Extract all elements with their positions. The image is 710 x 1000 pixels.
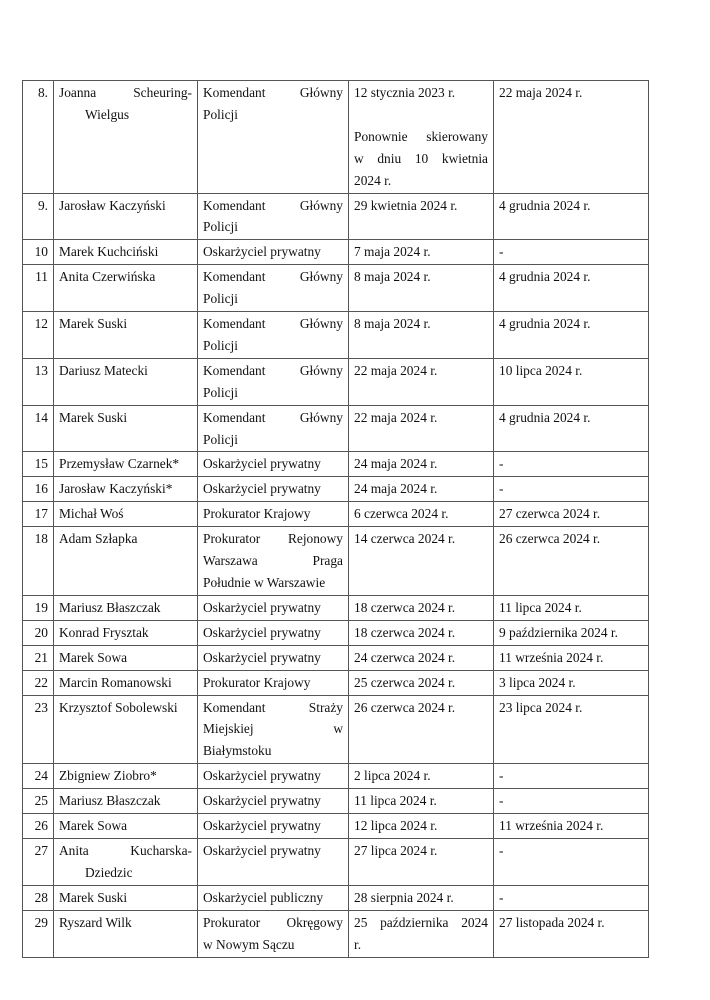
role: Komendant Główny Policji [198, 405, 349, 452]
row-number: 21 [23, 645, 54, 670]
end-date: 3 lipca 2024 r. [494, 670, 649, 695]
start-date: 22 maja 2024 r. [349, 358, 494, 405]
end-date: 4 grudnia 2024 r. [494, 265, 649, 312]
end-date: 10 lipca 2024 r. [494, 358, 649, 405]
end-date: 11 września 2024 r. [494, 814, 649, 839]
row-number: 19 [23, 595, 54, 620]
person-name: Marcin Romanowski [54, 670, 198, 695]
start-date: 12 stycznia 2023 r. Ponownie skierowany w dniu 10 kwietnia 2024 r. [349, 81, 494, 194]
row-number: 28 [23, 885, 54, 910]
row-number: 10 [23, 240, 54, 265]
end-date: 22 maja 2024 r. [494, 81, 649, 194]
start-date: 25 czerwca 2024 r. [349, 670, 494, 695]
end-date: 11 lipca 2024 r. [494, 595, 649, 620]
cases-table [22, 80, 649, 958]
person-name: Marek Suski [54, 405, 198, 452]
row-number: 25 [23, 789, 54, 814]
role: Oskarżyciel prywatny [198, 789, 349, 814]
row-number: 20 [23, 620, 54, 645]
person-name: Anita Kucharska- Dziedzic [54, 838, 198, 885]
person-name: Marek Kuchciński [54, 240, 198, 265]
person-name: Michał Woś [54, 502, 198, 527]
person-name: Jarosław Kaczyński [54, 193, 198, 240]
table-row [23, 265, 649, 312]
table-row [23, 645, 649, 670]
person-name: Adam Szłapka [54, 527, 198, 596]
person-name: Marek Suski [54, 312, 198, 359]
row-number: 12 [23, 312, 54, 359]
person-name: Joanna Scheuring- Wielgus [54, 81, 198, 194]
start-date: 24 maja 2024 r. [349, 452, 494, 477]
end-date: 27 listopada 2024 r. [494, 910, 649, 957]
start-date: 22 maja 2024 r. [349, 405, 494, 452]
person-name: Mariusz Błaszczak [54, 789, 198, 814]
start-date: 11 lipca 2024 r. [349, 789, 494, 814]
row-number: 8. [23, 81, 54, 194]
role: Prokurator Rejonowy Warszawa Praga Południe w Warszawie [198, 527, 349, 596]
role: Komendant Główny Policji [198, 81, 349, 194]
table-row [23, 910, 649, 957]
start-date: 28 sierpnia 2024 r. [349, 885, 494, 910]
end-date: - [494, 240, 649, 265]
row-number: 14 [23, 405, 54, 452]
start-date: 26 czerwca 2024 r. [349, 695, 494, 764]
role: Komendant Główny Policji [198, 358, 349, 405]
start-date: 18 czerwca 2024 r. [349, 595, 494, 620]
end-date: 23 lipca 2024 r. [494, 695, 649, 764]
end-date: 4 grudnia 2024 r. [494, 405, 649, 452]
start-date: 14 czerwca 2024 r. [349, 527, 494, 596]
role: Komendant Główny Policji [198, 193, 349, 240]
table-row [23, 695, 649, 764]
table-row [23, 814, 649, 839]
row-number: 16 [23, 477, 54, 502]
table-row [23, 312, 649, 359]
role: Oskarżyciel prywatny [198, 838, 349, 885]
row-number: 27 [23, 838, 54, 885]
role: Komendant Straży Miejskiej w Białymstoku [198, 695, 349, 764]
table-row [23, 527, 649, 596]
row-number: 22 [23, 670, 54, 695]
role: Oskarżyciel prywatny [198, 477, 349, 502]
role: Oskarżyciel prywatny [198, 595, 349, 620]
role: Oskarżyciel prywatny [198, 240, 349, 265]
row-number: 18 [23, 527, 54, 596]
role: Prokurator Krajowy [198, 502, 349, 527]
end-date: - [494, 452, 649, 477]
table-row [23, 452, 649, 477]
table-row [23, 502, 649, 527]
row-number: 26 [23, 814, 54, 839]
person-name: Marek Sowa [54, 814, 198, 839]
start-date: 7 maja 2024 r. [349, 240, 494, 265]
table-row [23, 764, 649, 789]
start-date: 8 maja 2024 r. [349, 312, 494, 359]
start-date: 12 lipca 2024 r. [349, 814, 494, 839]
table-row [23, 193, 649, 240]
role: Oskarżyciel publiczny [198, 885, 349, 910]
end-date: 9 października 2024 r. [494, 620, 649, 645]
start-date: 27 lipca 2024 r. [349, 838, 494, 885]
role: Prokurator Krajowy [198, 670, 349, 695]
table-row [23, 240, 649, 265]
role: Oskarżyciel prywatny [198, 814, 349, 839]
table-row [23, 838, 649, 885]
table-row [23, 595, 649, 620]
table-row [23, 789, 649, 814]
role: Komendant Główny Policji [198, 265, 349, 312]
table-row [23, 477, 649, 502]
start-date: 8 maja 2024 r. [349, 265, 494, 312]
row-number: 24 [23, 764, 54, 789]
person-name: Przemysław Czarnek* [54, 452, 198, 477]
person-name: Krzysztof Sobolewski [54, 695, 198, 764]
end-date: 4 grudnia 2024 r. [494, 193, 649, 240]
person-name: Zbigniew Ziobro* [54, 764, 198, 789]
person-name: Marek Suski [54, 885, 198, 910]
start-date: 18 czerwca 2024 r. [349, 620, 494, 645]
row-number: 29 [23, 910, 54, 957]
person-name: Anita Czerwińska [54, 265, 198, 312]
row-number: 9. [23, 193, 54, 240]
table-row [23, 885, 649, 910]
role: Oskarżyciel prywatny [198, 452, 349, 477]
end-date: 26 czerwca 2024 r. [494, 527, 649, 596]
person-name: Ryszard Wilk [54, 910, 198, 957]
person-name: Marek Sowa [54, 645, 198, 670]
role: Oskarżyciel prywatny [198, 764, 349, 789]
row-number: 15 [23, 452, 54, 477]
row-number: 11 [23, 265, 54, 312]
start-date: 6 czerwca 2024 r. [349, 502, 494, 527]
table-row [23, 670, 649, 695]
row-number: 17 [23, 502, 54, 527]
start-date: 25 października 2024 r. [349, 910, 494, 957]
start-date: 24 maja 2024 r. [349, 477, 494, 502]
role: Oskarżyciel prywatny [198, 620, 349, 645]
start-date: 24 czerwca 2024 r. [349, 645, 494, 670]
table-row [23, 358, 649, 405]
person-name: Mariusz Błaszczak [54, 595, 198, 620]
person-name: Dariusz Matecki [54, 358, 198, 405]
end-date: - [494, 838, 649, 885]
table-row [23, 405, 649, 452]
end-date: - [494, 789, 649, 814]
person-name: Jarosław Kaczyński* [54, 477, 198, 502]
end-date: 11 września 2024 r. [494, 645, 649, 670]
role: Oskarżyciel prywatny [198, 645, 349, 670]
row-number: 23 [23, 695, 54, 764]
table-row [23, 81, 649, 194]
end-date: 4 grudnia 2024 r. [494, 312, 649, 359]
person-name: Konrad Frysztak [54, 620, 198, 645]
end-date: 27 czerwca 2024 r. [494, 502, 649, 527]
end-date: - [494, 477, 649, 502]
role: Prokurator Okręgowy w Nowym Sączu [198, 910, 349, 957]
start-date: 29 kwietnia 2024 r. [349, 193, 494, 240]
end-date: - [494, 764, 649, 789]
role: Komendant Główny Policji [198, 312, 349, 359]
row-number: 13 [23, 358, 54, 405]
end-date: - [494, 885, 649, 910]
start-date: 2 lipca 2024 r. [349, 764, 494, 789]
table-row [23, 620, 649, 645]
